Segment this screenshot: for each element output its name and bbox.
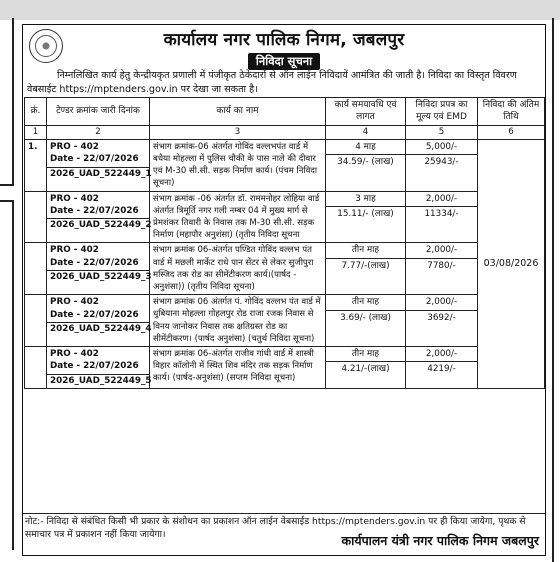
row-work: संभाग क्रमांक 06-अंतर्गत राजीव गांधी वार्ड में शास्त्री विहार कॉलोनी में स्थित शिव मंदिर तक सड़क निर्माण कार्य। (पार्षद-अनुशंसा) (सप्तम निविदा सूचना): [150, 347, 326, 389]
row-sno: [25, 191, 47, 243]
row-form-fee: 2,000/-: [406, 295, 477, 310]
row-date: Date - 22/07/2026: [50, 361, 139, 372]
row-emd: 7780/-: [427, 260, 456, 271]
column-number: 6: [478, 125, 545, 139]
row-emd: 25943/-: [424, 157, 459, 168]
subtitle-wrap: [23, 50, 545, 70]
row-tender: [47, 243, 150, 295]
tender-table: [24, 97, 545, 389]
column-number-row: [25, 125, 545, 139]
row-period: 4 माह: [326, 140, 405, 155]
column-number: 3: [150, 125, 326, 139]
table-row: [25, 243, 545, 295]
table-row: [25, 191, 545, 243]
closing-date: 03/08/2026: [478, 139, 545, 388]
row-form-fee: 2,000/-: [406, 243, 477, 258]
row-tender: [47, 347, 150, 389]
row-emd: 3692/-: [427, 312, 456, 323]
col-header-time: कार्य समयावधि एवं लागत: [326, 98, 406, 126]
row-sno: 1.: [25, 139, 47, 191]
row-time-cost: [326, 191, 406, 243]
row-cost: 15.11/- (लाख): [337, 209, 394, 220]
row-tender: [47, 295, 150, 347]
row-sno: [25, 347, 47, 389]
row-pro: PRO - 402: [50, 297, 99, 308]
row-emd: 11334/-: [424, 209, 459, 220]
intro-text: निम्नलिखित कार्य हेतु केन्द्रीयकृत प्रणाली में पंजीकृत ठेकेदारों से ऑन लाईन निविदायें आमंत्रित की जाती है। निविदा का विस्तृत विवरण वेबसाईट https://mptenders.gov.in पर देखा जा सकता है।: [27, 70, 517, 95]
col-header-tender: टेण्डर क्रमांक जारी दिनांक: [47, 98, 150, 126]
row-date: Date - 22/07/2026: [50, 154, 139, 165]
row-pro: PRO - 402: [50, 245, 99, 256]
column-number: 4: [326, 125, 406, 139]
column-number: 5: [406, 125, 478, 139]
table-row: [25, 139, 545, 191]
row-cost: 34.59/- (लाख): [337, 157, 394, 168]
table-header-row: [25, 98, 545, 126]
column-number: 2: [47, 125, 150, 139]
row-tender: [47, 139, 150, 191]
row-time-cost: [326, 295, 406, 347]
row-date: Date - 22/07/2026: [50, 309, 139, 320]
row-fee-emd: [406, 347, 478, 389]
row-period: तीन माह: [326, 347, 405, 362]
row-period: तीन माह: [326, 295, 405, 310]
adjacent-clipping-right: [552, 18, 560, 562]
row-fee-emd: [406, 139, 478, 191]
table-row: [25, 347, 545, 389]
row-form-fee: 2,000/-: [406, 347, 477, 362]
row-time-cost: [326, 139, 406, 191]
row-emd: 4219/-: [427, 364, 456, 375]
row-tender-id: 2026_UAD_522449_1: [47, 167, 149, 180]
table-row: [25, 295, 545, 347]
row-fee-emd: [406, 191, 478, 243]
row-work: संभाग क्रमांक -06 अंतर्गत डॉ. राममनोहर लोहिया वार्ड अंतर्गत त्रिमूर्ति नगर गली नम्बर 04 में मुख्य मार्ग से प्रेमशंकर तिवारी के निवास तक M-30 सी.सी. सड़क निर्माण (महापौर अनुशंसा) (तृतीय निविदा सूचना: [150, 191, 326, 243]
row-fee-emd: [406, 243, 478, 295]
row-time-cost: [326, 243, 406, 295]
adjacent-clipping-left-bottom: [0, 200, 14, 550]
row-tender-id: 2026_UAD_522449_2: [47, 218, 149, 231]
col-header-work: कार्य का नाम: [150, 98, 326, 126]
row-sno: [25, 295, 47, 347]
row-tender: [47, 191, 150, 243]
row-cost: 7.77/-(लाख): [341, 260, 390, 271]
row-tender-id: 2026_UAD_522449_5: [47, 374, 149, 387]
row-sno: [25, 243, 47, 295]
row-date: Date - 22/07/2026: [50, 257, 139, 268]
row-tender-id: 2026_UAD_522449_3: [47, 270, 149, 283]
intro-paragraph: [27, 69, 543, 97]
row-pro: PRO - 402: [50, 193, 99, 204]
column-number: 1: [25, 125, 47, 139]
row-cost: 3.69/- (लाख): [340, 312, 391, 323]
footer-note: नोट:- निविदा से संबंधित किसी भी प्रकार के संशोधन का प्रकाशन ऑन लाईन वेबसाईड https://mptenders.gov.in पर ही किया जायेगा, पृथक से समाचार पत्र में प्रकाशन नहीं किया जायेगा।: [25, 516, 526, 540]
row-fee-emd: [406, 295, 478, 347]
row-date: Date - 22/07/2026: [50, 206, 139, 217]
col-header-sno: क्रं.: [25, 98, 47, 126]
adjacent-clipping-left-top: [0, 18, 14, 186]
row-pro: PRO - 402: [50, 349, 99, 360]
row-form-fee: 2,000/-: [406, 192, 477, 207]
top-gray-band: [0, 0, 560, 20]
row-work: संभाग क्रमांक 06-अंतर्गत पण्डित गोविंद वल्लभ पंत वार्ड में मछली मार्केट राधे पान सेंटर से लेकर सुजीपुरा मस्जिद तक रोड का सीमेंटीकरण कार्य।(पार्षद - अनुशंसा)) (तृतीय निविदा सूचना): [150, 243, 326, 295]
signature-line: कार्यपालन यंत्री नगर पालिक निगम जबलपुर: [341, 533, 539, 548]
row-work: संभाग क्रमांक-06 अंतर्गत गोविंद वल्लभपंत वार्ड में बधैया मोहल्ला में पुलिस चौकी के पास नाले की दीवार एवं M-30 सी.सी. सड़क निर्माण कार्य। (पंचम निविदा सूचना): [150, 139, 326, 191]
row-tender-id: 2026_UAD_522449_4: [47, 322, 149, 335]
row-time-cost: [326, 347, 406, 389]
row-period: तीन माह: [326, 243, 405, 258]
footer-divider: [23, 513, 545, 514]
row-period: 3 माह: [326, 192, 405, 207]
row-cost: 4.21/-(लाख): [341, 364, 390, 375]
office-title: कार्यालय नगर पालिक निगम, जबलपुर: [163, 30, 405, 50]
col-header-closing: निविदा की अंतिम तिथि: [478, 98, 545, 126]
row-work: संभाग क्रमांक 06 अंतर्गत पं. गोविंद वल्लभ पंत वार्ड में धुबियाना मोहल्ला गोहलपुर रोड राजा रजक निवास से विनय जानोकर निवास तक क्षतिग्रस्त रोड का सीमेंटीकरण। (पार्षद अनुशंसा) (चतुर्थ निविदा सूचना): [150, 295, 326, 347]
row-pro: PRO - 402: [50, 141, 99, 152]
notice-subtitle: निविदा सूचना: [248, 53, 320, 70]
row-form-fee: 5,000/-: [406, 140, 477, 155]
tender-notice: [22, 24, 546, 556]
col-header-cost: निविदा प्रपत्र का मूल्य एवं EMD: [406, 98, 478, 126]
